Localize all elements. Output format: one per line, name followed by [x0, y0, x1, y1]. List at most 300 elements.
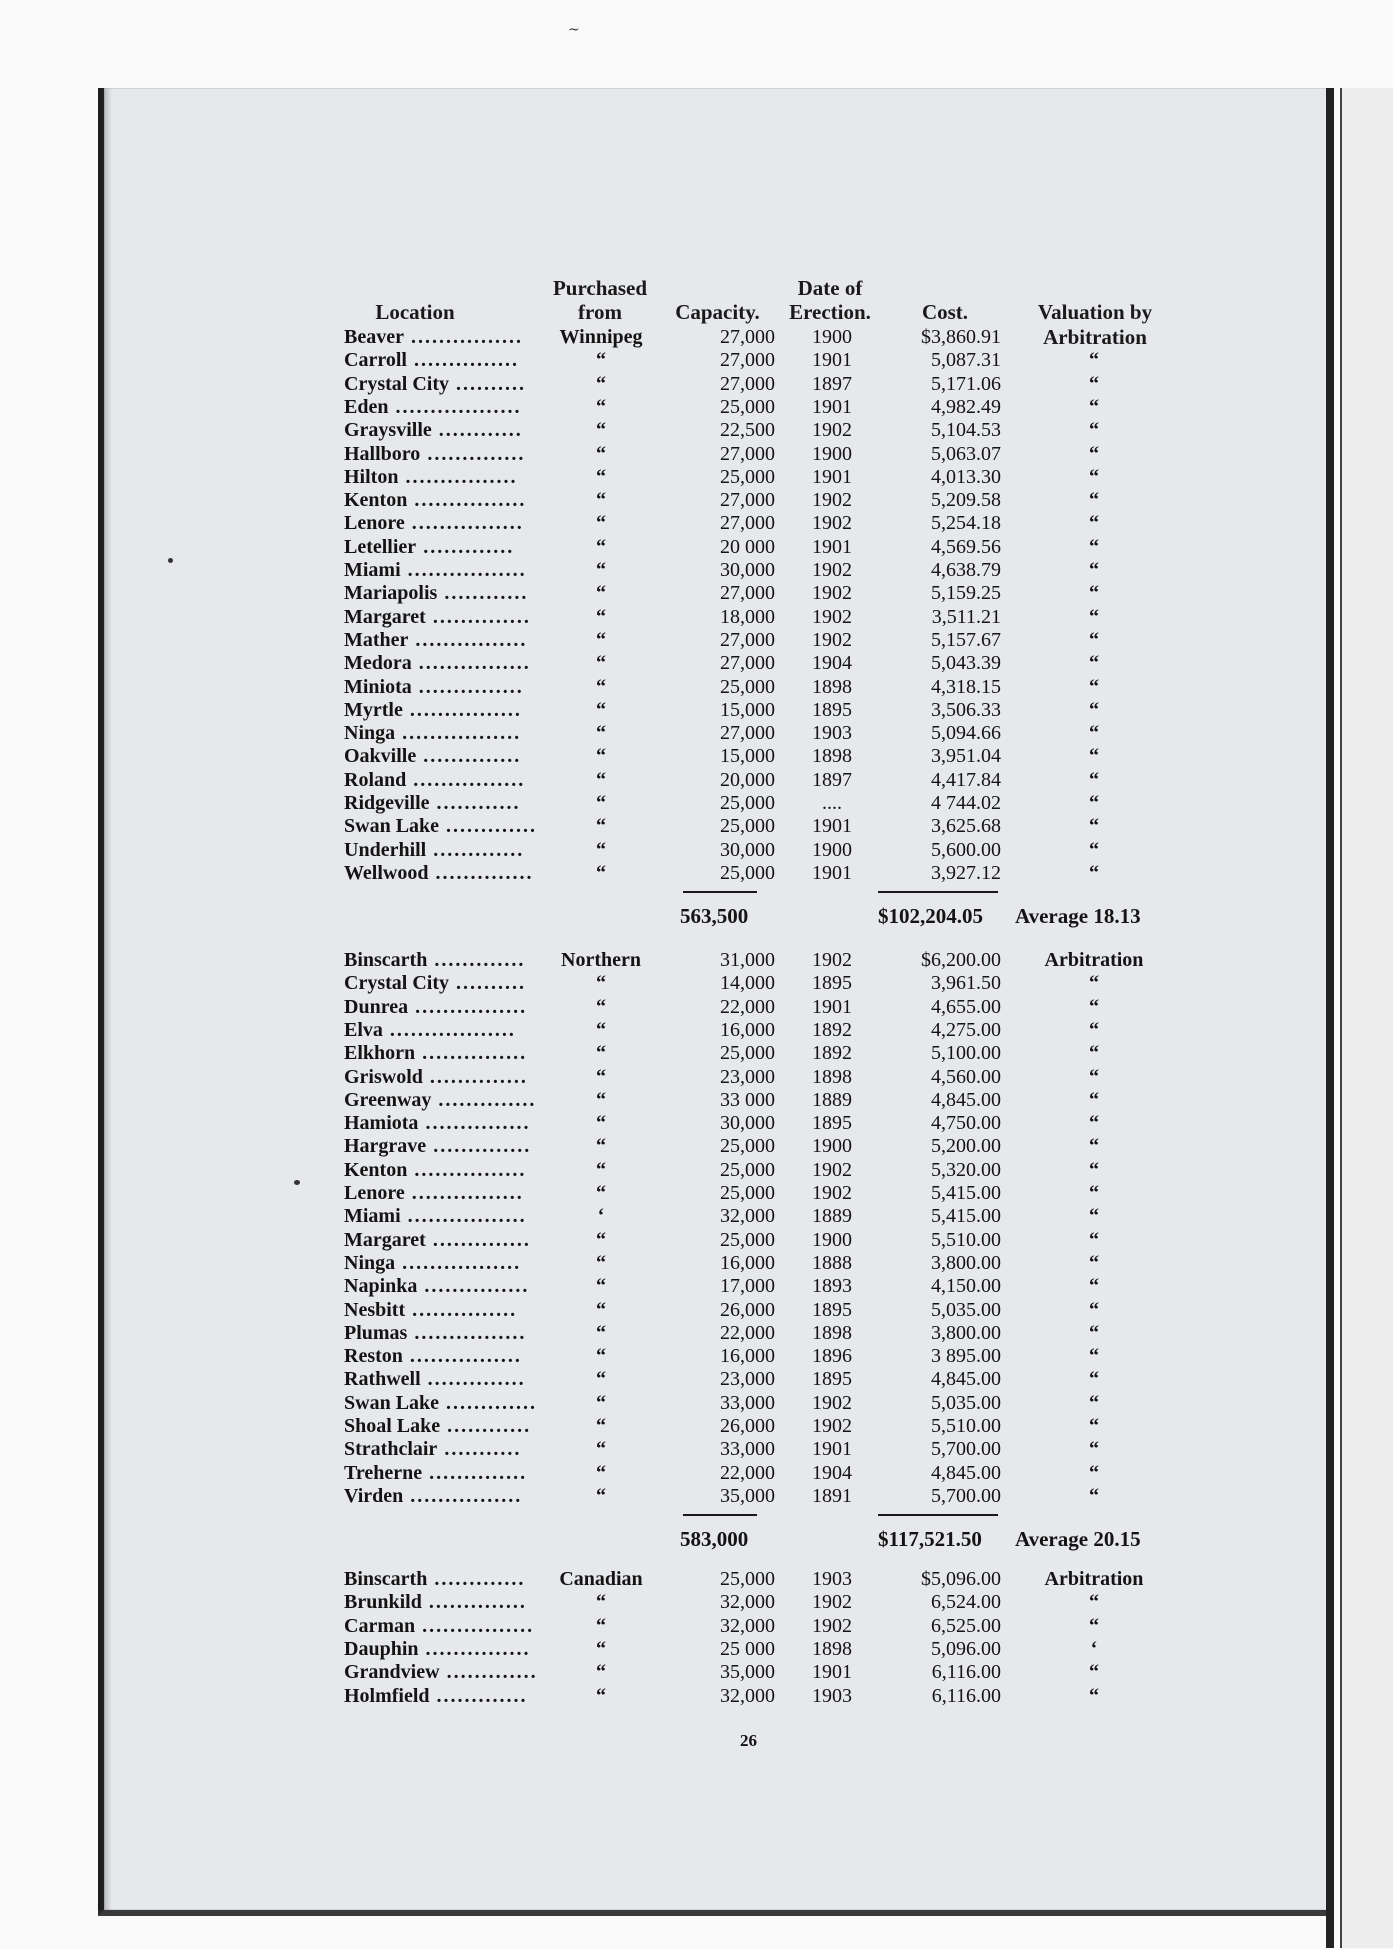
valuation-cell: “	[1089, 698, 1099, 721]
year-cell: 1888	[812, 1251, 852, 1274]
capacity-cell: 27,000	[720, 628, 775, 651]
year-cell: 1902	[812, 628, 852, 651]
leader-dots: ................	[402, 1345, 522, 1368]
table-row	[0, 792, 1393, 815]
cost-cell: 5,415.00	[931, 1182, 1001, 1204]
location-name: Beaver	[344, 326, 404, 348]
capacity-cell: 22,000	[720, 1321, 775, 1344]
year-cell: 1900	[812, 326, 852, 348]
location-name: Roland	[344, 768, 407, 791]
valuation-cell: “	[1089, 815, 1099, 838]
location-cell	[344, 1229, 531, 1252]
cost-cell: 5,600.00	[931, 838, 1001, 861]
table-row	[0, 1159, 1393, 1182]
cost-cell: 3,951.04	[931, 745, 1001, 768]
table-row	[0, 489, 1393, 512]
year-cell: 1895	[812, 1112, 852, 1135]
table-row	[0, 769, 1393, 792]
table-row	[0, 606, 1393, 629]
capacity-cell: 25 000	[720, 1637, 775, 1660]
total-cost: $117,521.50	[878, 1527, 982, 1552]
cost-cell: 3 895.00	[931, 1345, 1001, 1368]
capacity-cell: 15,000	[720, 698, 775, 721]
year-cell: 1892	[812, 1018, 852, 1041]
capacity-cell: 33,000	[720, 1391, 775, 1414]
leader-dots: ...............	[411, 675, 524, 698]
year-cell: 1889	[812, 1205, 852, 1228]
cost-cell: 5,094.66	[931, 722, 1001, 745]
leader-dots: ...............	[406, 349, 519, 372]
purchased-from-cell: “	[596, 628, 606, 651]
capacity-cell: 25,000	[720, 1158, 775, 1181]
year-cell: 1901	[812, 349, 852, 372]
year-cell: ....	[822, 792, 842, 814]
year-cell: 1898	[812, 745, 852, 768]
year-cell: 1902	[812, 512, 852, 535]
table-row	[0, 1229, 1393, 1252]
purchased-from-cell: “	[596, 1484, 606, 1507]
table-row	[0, 512, 1393, 535]
table-row	[0, 815, 1393, 838]
valuation-cell: “	[1089, 745, 1099, 768]
purchased-from-cell: “	[596, 1065, 606, 1088]
header-capacity: Capacity.	[675, 300, 760, 324]
cost-cell: 5,209.58	[931, 489, 1001, 512]
valuation-cell: “	[1089, 1158, 1099, 1181]
leader-dots: ..............	[428, 861, 534, 884]
table-row	[0, 1685, 1393, 1708]
location-name: Miniota	[344, 675, 412, 698]
cost-cell: 4,417.84	[931, 768, 1001, 791]
capacity-cell: 18,000	[720, 605, 775, 628]
table-row	[0, 559, 1393, 582]
year-cell: 1898	[812, 675, 852, 698]
purchased-from-cell: “	[596, 512, 606, 535]
year-cell: 1892	[812, 1042, 852, 1065]
valuation-cell: “	[1089, 1298, 1099, 1321]
table-row	[0, 443, 1393, 466]
capacity-cell: 25,000	[720, 1568, 775, 1590]
location-name: Margaret	[344, 605, 426, 628]
valuation-cell: “	[1089, 838, 1099, 861]
table-row	[0, 722, 1393, 745]
location-name: Kenton	[344, 1158, 408, 1181]
valuation-cell: “	[1089, 372, 1099, 395]
leader-dots: ...........	[437, 1438, 522, 1461]
cost-cell: 4,845.00	[931, 1368, 1001, 1391]
table-row	[0, 1438, 1393, 1461]
year-cell: 1901	[812, 995, 852, 1018]
location-name: Ridgeville	[344, 792, 430, 814]
location-name: Holmfield	[344, 1684, 430, 1707]
table-row	[0, 1066, 1393, 1089]
cost-cell: 4,560.00	[931, 1065, 1001, 1088]
year-cell: 1901	[812, 861, 852, 884]
capacity-cell: 35,000	[720, 1661, 775, 1684]
location-name: Underhill	[344, 838, 427, 861]
location-cell	[344, 1135, 531, 1158]
year-cell: 1895	[812, 1368, 852, 1391]
location-cell	[344, 862, 533, 885]
capacity-cell: 27,000	[720, 442, 775, 465]
capacity-cell: 33,000	[720, 1438, 775, 1461]
location-name: Shoal Lake	[344, 1415, 441, 1437]
location-name: Medora	[344, 652, 412, 675]
location-cell	[344, 676, 524, 699]
year-cell: 1901	[812, 815, 852, 838]
year-cell: 1904	[812, 652, 852, 675]
location-name: Greenway	[344, 1088, 432, 1111]
table-row	[0, 349, 1393, 372]
capacity-cell: 25,000	[720, 1135, 775, 1158]
total-capacity: 563,500	[680, 904, 749, 929]
cost-cell: 5,320.00	[931, 1158, 1001, 1181]
valuation-cell: “	[1089, 995, 1099, 1018]
location-cell	[344, 349, 519, 372]
capacity-cell: 27,000	[720, 326, 775, 348]
location-name: Brunkild	[344, 1591, 422, 1614]
table-row	[0, 1299, 1393, 1322]
cost-cell: 5,157.67	[931, 628, 1001, 651]
year-cell: 1901	[812, 1661, 852, 1684]
valuation-cell: “	[1089, 349, 1099, 372]
purchased-from-cell: “	[596, 1368, 606, 1391]
capacity-cell: 33 000	[720, 1088, 775, 1111]
location-cell	[344, 373, 526, 396]
valuation-cell: “	[1089, 419, 1099, 442]
table-row	[0, 396, 1393, 419]
location-name: Miami	[344, 1205, 401, 1228]
leader-dots: ................	[406, 768, 526, 791]
leader-dots: ................	[398, 465, 518, 488]
capacity-cell: 22,000	[720, 995, 775, 1018]
capacity-cell: 25,000	[720, 465, 775, 488]
location-cell	[344, 1089, 536, 1112]
capacity-cell: 32,000	[720, 1205, 775, 1228]
cost-cell: 3,506.33	[931, 698, 1001, 721]
valuation-cell: “	[1089, 489, 1099, 512]
purchased-from-cell: “	[596, 1415, 606, 1437]
purchased-from-cell: “	[596, 1088, 606, 1111]
capacity-cell: 32,000	[720, 1591, 775, 1614]
valuation-cell: “	[1089, 1205, 1099, 1228]
year-cell: 1903	[812, 722, 852, 745]
cost-cell: 4,982.49	[931, 395, 1001, 418]
location-name: Crystal City	[344, 372, 449, 395]
valuation-cell: “	[1089, 1684, 1099, 1707]
table-row	[0, 699, 1393, 722]
purchased-from-cell: “	[596, 1251, 606, 1274]
location-cell	[344, 1182, 524, 1205]
header-arbitration: Arbitration	[1043, 325, 1147, 349]
location-name: Oakville	[344, 745, 417, 768]
capacity-cell: 17,000	[720, 1275, 775, 1298]
purchased-from-cell: “	[596, 1345, 606, 1368]
year-cell: 1895	[812, 698, 852, 721]
year-cell: 1904	[812, 1461, 852, 1484]
leader-dots: .............	[427, 1568, 526, 1590]
purchased-from-cell: “	[596, 1228, 606, 1251]
purchased-from-cell: “	[596, 1298, 606, 1321]
location-name: Margaret	[344, 1228, 426, 1251]
leader-dots: ................	[411, 652, 531, 675]
table-row	[0, 1462, 1393, 1485]
cost-cell: 5,700.00	[931, 1438, 1001, 1461]
location-cell	[344, 326, 523, 349]
location-name: Nesbitt	[344, 1298, 406, 1321]
average-label: Average 20.15	[1015, 1527, 1141, 1552]
cost-cell: 5,100.00	[931, 1042, 1001, 1065]
year-cell: 1902	[812, 1614, 852, 1637]
location-cell	[344, 1438, 521, 1461]
purchased-from-cell: “	[596, 1461, 606, 1484]
location-cell	[344, 996, 527, 1019]
leader-dots: ................	[407, 489, 527, 512]
purchased-from-cell: “	[596, 395, 606, 418]
leader-dots: .............	[416, 535, 515, 558]
capacity-cell: 20 000	[720, 535, 775, 558]
purchased-from-cell: “	[596, 582, 606, 605]
location-name: Hallboro	[344, 442, 421, 465]
location-cell	[344, 489, 526, 512]
location-name: Napinka	[344, 1275, 418, 1298]
cost-cell: 4,845.00	[931, 1088, 1001, 1111]
location-name: Carman	[344, 1614, 416, 1637]
valuation-cell: “	[1089, 768, 1099, 791]
table-row	[0, 373, 1393, 396]
leader-dots: .............	[429, 1684, 528, 1707]
capacity-cell: 25,000	[720, 1182, 775, 1204]
table-row	[0, 419, 1393, 442]
year-cell: 1902	[812, 605, 852, 628]
header-date: Date of	[797, 276, 863, 300]
average-label: Average 18.13	[1015, 904, 1141, 929]
cost-cell: 4,750.00	[931, 1112, 1001, 1135]
purchased-from-cell: “	[596, 1684, 606, 1707]
location-cell	[344, 1638, 531, 1661]
location-cell	[344, 722, 521, 745]
location-cell	[344, 792, 521, 815]
location-name: Lenore	[344, 512, 405, 535]
valuation-cell: “	[1089, 1345, 1099, 1368]
valuation-cell: “	[1089, 652, 1099, 675]
valuation-cell: “	[1089, 442, 1099, 465]
capacity-cell: 25,000	[720, 861, 775, 884]
total-rule-capacity	[683, 891, 757, 893]
year-cell: 1900	[812, 1228, 852, 1251]
leader-dots: ..................	[388, 395, 522, 418]
cost-cell: $3,860.91	[921, 326, 1001, 348]
cost-cell: 5,035.00	[931, 1298, 1001, 1321]
location-name: Virden	[344, 1484, 404, 1507]
year-cell: 1902	[812, 419, 852, 442]
location-name: Dunrea	[344, 995, 409, 1018]
cost-cell: 4,013.30	[931, 465, 1001, 488]
leader-dots: ..............	[416, 745, 522, 768]
valuation-cell: “	[1089, 512, 1099, 535]
leader-dots: ................	[403, 1484, 523, 1507]
capacity-cell: 16,000	[720, 1345, 775, 1368]
location-name: Hamiota	[344, 1112, 419, 1135]
table-row	[0, 1661, 1393, 1684]
location-cell	[344, 419, 523, 442]
purchased-from-cell: “	[596, 1391, 606, 1414]
location-cell	[344, 1485, 522, 1508]
table-row	[0, 862, 1393, 885]
purchased-from-cell: “	[596, 1042, 606, 1065]
cost-cell: 5,087.31	[931, 349, 1001, 372]
location-cell	[344, 1685, 528, 1708]
location-name: Reston	[344, 1345, 403, 1368]
leader-dots: ..................	[382, 1018, 516, 1041]
table-row	[0, 652, 1393, 675]
total-capacity: 583,000	[680, 1527, 749, 1552]
location-cell	[344, 1415, 531, 1438]
location-cell	[344, 1252, 521, 1275]
leader-dots: ................	[415, 1614, 535, 1637]
valuation-cell: “	[1089, 1321, 1099, 1344]
cost-cell: 4,845.00	[931, 1461, 1001, 1484]
year-cell: 1893	[812, 1275, 852, 1298]
table-row	[0, 996, 1393, 1019]
valuation-cell: “	[1089, 1088, 1099, 1111]
scan-speck	[294, 1180, 300, 1185]
capacity-cell: 23,000	[720, 1368, 775, 1391]
purchased-from-cell: “	[596, 349, 606, 372]
location-name: Graysville	[344, 419, 432, 442]
valuation-cell: “	[1089, 395, 1099, 418]
location-name: Binscarth	[344, 949, 428, 971]
cost-cell: 4,655.00	[931, 995, 1001, 1018]
valuation-cell: “	[1089, 1018, 1099, 1041]
location-name: Carroll	[344, 349, 407, 372]
location-name: Treherne	[344, 1461, 423, 1484]
purchased-from-cell: “	[596, 792, 606, 814]
capacity-cell: 25,000	[720, 792, 775, 814]
leader-dots: ..............	[431, 1088, 537, 1111]
purchased-from-cell: “	[596, 535, 606, 558]
table-row	[0, 1322, 1393, 1345]
table-row	[0, 1135, 1393, 1158]
valuation-cell: “	[1089, 1065, 1099, 1088]
table-row	[0, 1568, 1393, 1591]
location-name: Elkhorn	[344, 1042, 416, 1065]
leader-dots: ..........	[448, 372, 526, 395]
year-cell: 1903	[812, 1568, 852, 1590]
valuation-cell: Arbitration	[1044, 1568, 1144, 1590]
table-row	[0, 972, 1393, 995]
leader-dots: .............	[439, 815, 538, 838]
year-cell: 1895	[812, 972, 852, 995]
purchased-from-cell: “	[596, 722, 606, 745]
year-cell: 1889	[812, 1088, 852, 1111]
leader-dots: ................	[407, 1158, 527, 1181]
leader-dots: ................	[403, 326, 523, 348]
year-cell: 1902	[812, 489, 852, 512]
leader-dots: ..............	[420, 1368, 526, 1391]
capacity-cell: 27,000	[720, 489, 775, 512]
purchased-from-cell: “	[596, 815, 606, 838]
capacity-cell: 16,000	[720, 1251, 775, 1274]
valuation-cell: “	[1089, 1275, 1099, 1298]
leader-dots: .................	[400, 1205, 527, 1228]
capacity-cell: 27,000	[720, 512, 775, 535]
location-cell	[344, 1368, 526, 1391]
table-row	[0, 1485, 1393, 1508]
header-cost: Cost.	[921, 300, 969, 324]
table-row	[0, 1205, 1393, 1228]
location-name: Griswold	[344, 1065, 423, 1088]
cost-cell: 5,096.00	[931, 1637, 1001, 1660]
location-name: Myrtle	[344, 698, 403, 721]
location-cell	[344, 1661, 538, 1684]
leader-dots: ..............	[422, 1065, 528, 1088]
purchased-from-cell: “	[596, 745, 606, 768]
location-cell	[344, 1568, 525, 1591]
capacity-cell: 26,000	[720, 1415, 775, 1437]
table-row	[0, 1638, 1393, 1661]
cost-cell: 4,275.00	[931, 1018, 1001, 1041]
purchased-from-cell: “	[596, 1018, 606, 1041]
location-cell	[344, 699, 522, 722]
year-cell: 1902	[812, 1391, 852, 1414]
location-name: Hargrave	[344, 1135, 427, 1158]
valuation-cell: “	[1089, 559, 1099, 581]
purchased-from-cell: “	[596, 652, 606, 675]
cost-cell: 3,927.12	[931, 861, 1001, 884]
purchased-from-cell: “	[596, 1637, 606, 1660]
leader-dots: .............	[427, 949, 526, 971]
leader-dots: ...............	[417, 1275, 530, 1298]
valuation-cell: “	[1089, 1042, 1099, 1065]
purchased-from-cell: “	[596, 675, 606, 698]
location-cell	[344, 1042, 527, 1065]
valuation-cell: “	[1089, 1391, 1099, 1414]
table-row	[0, 326, 1393, 349]
year-cell: 1900	[812, 838, 852, 861]
purchased-from-cell: “	[596, 419, 606, 442]
purchased-from-cell: “	[596, 559, 606, 581]
total-rule-cost	[878, 1514, 998, 1516]
location-cell	[344, 1275, 529, 1298]
location-name: Mariapolis	[344, 582, 438, 605]
cost-cell: 5,200.00	[931, 1135, 1001, 1158]
leader-dots: .................	[400, 559, 527, 581]
year-cell: 1901	[812, 395, 852, 418]
purchased-from-cell: “	[596, 1321, 606, 1344]
total-rule-capacity	[683, 1514, 757, 1516]
cost-cell: 6,116.00	[931, 1661, 1001, 1684]
leader-dots: ..............	[420, 442, 526, 465]
cost-cell: 4 744.02	[931, 792, 1001, 814]
valuation-cell: “	[1089, 1228, 1099, 1251]
cost-cell: 5,171.06	[931, 372, 1001, 395]
location-name: Hilton	[344, 465, 399, 488]
leader-dots: .................	[395, 1251, 522, 1274]
capacity-cell: 22,000	[720, 1461, 775, 1484]
capacity-cell: 14,000	[720, 972, 775, 995]
leader-dots: ..............	[422, 1461, 528, 1484]
valuation-cell: “	[1089, 722, 1099, 745]
year-cell: 1902	[812, 1182, 852, 1204]
location-cell	[344, 1205, 527, 1228]
capacity-cell: 30,000	[720, 559, 775, 581]
cost-cell: 5,510.00	[931, 1415, 1001, 1437]
year-cell: 1903	[812, 1684, 852, 1707]
location-cell	[344, 1322, 526, 1345]
location-name: Ninga	[344, 1251, 396, 1274]
location-cell	[344, 1591, 527, 1614]
